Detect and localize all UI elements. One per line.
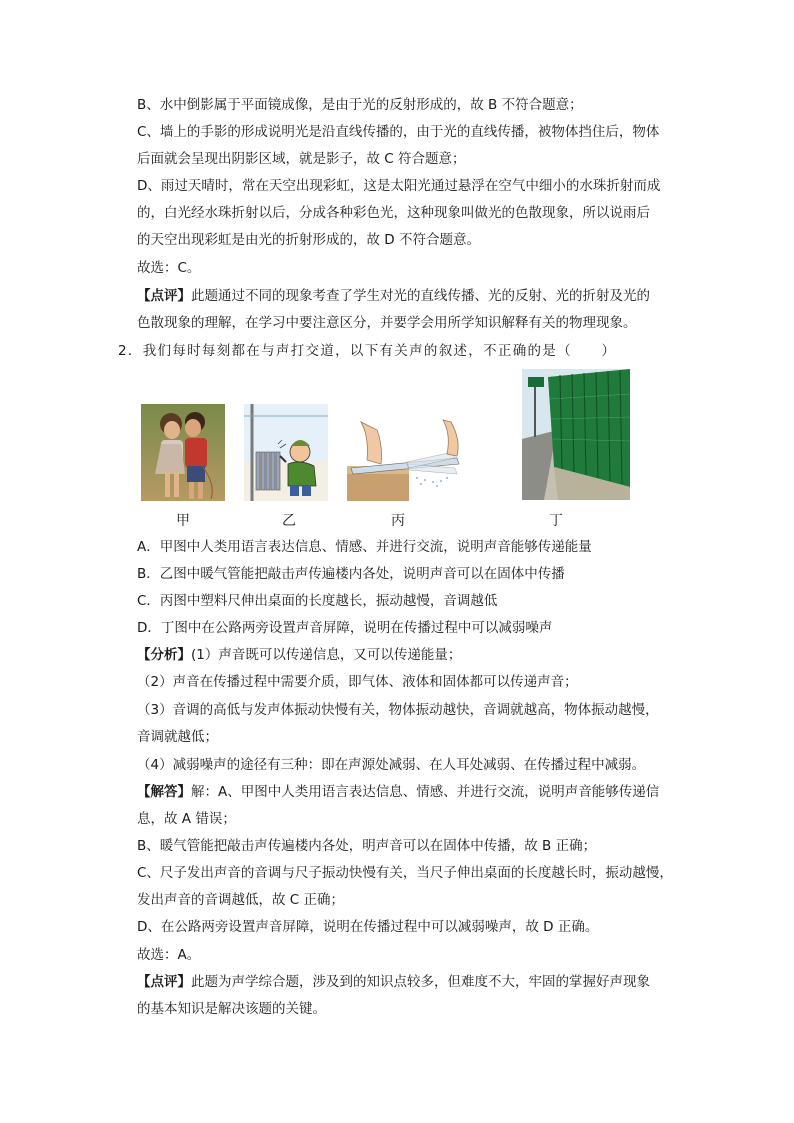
solution-line4: C、尺子发出声音的音调与尺子振动快慢有关，当尺子伸出桌面的长度越长时，振动越慢， — [137, 865, 673, 881]
comment-line1 — [137, 287, 650, 305]
solution-tag: 【解答】 — [137, 784, 191, 800]
answer-option-d-line3: 的天空出现彩虹是由光的折射形成的，故 D 不符合题意。 — [137, 232, 480, 248]
option-a: A．甲图中人类用语言表达信息、情感、并进行交流，说明声音能够传递能量 — [137, 539, 592, 555]
solution-line5: 发出声音的音调越低，故 C 正确； — [137, 892, 345, 908]
analysis-line4: 音调就越低； — [137, 729, 218, 745]
analysis-text1: (1）声音既可以传递信息，又可以传递能量； — [191, 647, 462, 663]
final-comment-tag: 【点评】 — [137, 974, 191, 990]
solution-text1: 解：A、甲图中人类用语言表达信息、情感、并进行交流，说明声音能够传递信 — [191, 784, 660, 800]
figure-yi — [244, 404, 328, 501]
answer-option-c-line2: 后面就会呈现出阴影区域，就是影子，故 C 符合题意； — [137, 151, 466, 167]
option-c: C．丙图中塑料尺伸出桌面的长度越长，振动越慢，音调越低 — [137, 593, 498, 609]
solution-line6: D、在公路两旁设置声音屏障，说明在传播过程中可以减弱噪声，故 D 正确。 — [137, 919, 599, 935]
figure-jia — [141, 404, 225, 501]
figure-label-jia: 甲 — [176, 513, 190, 529]
answer-option-b: B、水中倒影属于平面镜成像，是由于光的反射形成的，故 B 不符合题意； — [137, 97, 583, 113]
option-d: D．丁图中在公路两旁设置声音屏障，说明在传播过程中可以减弱噪声 — [137, 620, 553, 636]
figure-label-yi: 乙 — [282, 513, 296, 529]
figure-ding — [522, 369, 630, 500]
solution-line1 — [137, 783, 659, 801]
comment-tag: 【点评】 — [137, 288, 191, 304]
final-comment-line1 — [137, 973, 650, 991]
analysis-tag: 【分析】 — [137, 647, 191, 663]
answer-option-d-line1: D、雨过天晴时，常在天空出现彩虹，这是太阳光通过悬浮在空气中细小的水珠折射而成 — [137, 178, 661, 194]
question-stem: 2．我们每时每刻都在与声打交道，以下有关声的叙述，不正确的是（ ） — [118, 343, 617, 359]
analysis-line5: （4）减弱噪声的途径有三种：即在声源处减弱、在人耳处减弱、在传播过程中减弱。 — [137, 757, 646, 773]
final-comment-line2: 的基本知识是解决该题的关键。 — [137, 1001, 326, 1017]
solution-line2: 息，故 A 错误； — [137, 811, 236, 827]
figure-label-bing: 丙 — [391, 513, 405, 529]
analysis-line3: （3）音调的高低与发声体振动快慢有关，物体振动越快，音调就越高，物体振动越慢， — [137, 702, 659, 718]
figure-label-ding: 丁 — [549, 513, 563, 529]
children-talking-image — [141, 404, 225, 501]
solution-choice: 故选：A。 — [137, 947, 201, 963]
answer-option-d-line2: 的，白光经水珠折射以后，分成各种彩色光，这种现象叫做光的色散现象，所以说雨后 — [137, 205, 650, 221]
answer-option-c-line1: C、墙上的手影的形成说明光是沿直线传播的，由于光的直线传播，被物体挡住后，物体 — [137, 124, 660, 140]
final-comment-text1: 此题为声学综合题，涉及到的知识点较多，但难度不大，牢固的掌握好声现象 — [191, 974, 650, 990]
analysis-line2: （2）声音在传播过程中需要介质，即气体、液体和固体都可以传递声音； — [137, 674, 578, 690]
option-b: B．乙图中暖气管能把敲击声传遍楼内各处，说明声音可以在固体中传播 — [137, 566, 565, 582]
solution-line3: B、暖气管能把敲击声传遍楼内各处，明声音可以在固体中传播，故 B 正确； — [137, 838, 597, 854]
answer-choice: 故选：C。 — [137, 260, 201, 276]
figure-bing — [347, 416, 467, 501]
highway-noise-barrier-image — [522, 369, 630, 500]
comment-text: 此题通过不同的现象考查了学生对光的直线传播、光的反射、光的折射及光的 — [191, 288, 650, 304]
comment-line2: 色散现象的理解，在学习中要注意区分，并要学会用所学知识解释有关的物理现象。 — [137, 315, 637, 331]
analysis-line1 — [137, 646, 461, 664]
ruler-on-table-image — [347, 416, 467, 501]
radiator-knocking-image — [244, 404, 328, 501]
